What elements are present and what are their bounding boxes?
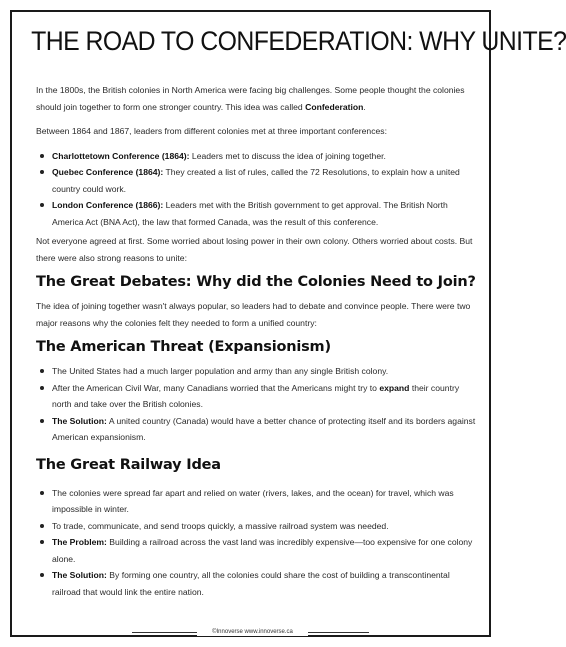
list-item	[36, 197, 476, 230]
footer-credit: ©Innoverse www.innoverse.ca	[197, 628, 308, 636]
conferences-list	[36, 148, 476, 231]
conference-text: Leaders met with the British government to get approval. The British North America Act (BNA Act), the law that formed Canada, was the result of this conference.	[52, 200, 448, 227]
conference-text: They created a list of rules, called the 72 Resolutions, to explain how a united country could work.	[52, 167, 460, 194]
disagreement-paragraph: Not everyone agreed at first. Some worried about losing power in their own colony. Others worried about costs. But there were also strong reasons to unite:	[36, 236, 473, 263]
bullet-text: The United States had a much larger population and army than any single British colony.	[52, 366, 389, 376]
page-title: THE ROAD TO CONFEDERATION: WHY UNITE?	[31, 26, 566, 56]
list-item	[36, 518, 476, 535]
conference-text: Leaders met to discuss the idea of joining together.	[189, 150, 386, 161]
intro-end: .	[363, 101, 366, 112]
content-body	[36, 82, 476, 603]
list-item	[36, 164, 476, 197]
intro-text: In the 1800s, the British colonies in North America were facing big challenges. Some people thought the colonies should join together to form one stronger country. This idea was called	[36, 85, 465, 112]
bullet-bold: expand	[379, 382, 410, 393]
intro-bold-term: Confederation	[305, 101, 364, 112]
list-item	[36, 567, 476, 600]
conferences-intro: Between 1864 and 1867, leaders from different colonies met at three important conferences:	[36, 126, 387, 136]
bullet-text: By forming one country, all the colonies could share the cost of building a transcontinental railroad that would link the entire nation.	[52, 570, 450, 597]
list-item	[36, 534, 476, 567]
bullet-text: their country north and take over the British colonies.	[52, 382, 460, 409]
railway-heading: The Great Railway Idea	[36, 456, 221, 473]
intro-paragraph	[36, 82, 476, 115]
list-item	[36, 380, 476, 413]
conference-name: London Conference (1866):	[52, 200, 164, 210]
worksheet-page	[10, 10, 566, 637]
conference-name: Quebec Conference (1864):	[52, 167, 164, 177]
bullet-bold: The Solution:	[52, 415, 107, 426]
railway-list	[36, 485, 476, 601]
bullet-text: A united country (Canada) would have a better chance of protecting itself and its borders against American expansionism.	[52, 415, 476, 442]
bullet-text: To trade, communicate, and send troops quickly, a massive railroad system was needed.	[52, 520, 389, 531]
bullet-text: The colonies were spread far apart and relied on water (rivers, lakes, and the ocean) for travel, which was impossible in winter.	[52, 487, 454, 514]
list-item	[36, 148, 476, 165]
bullet-text: After the American Civil War, many Canadians worried that the Americans might try to	[52, 382, 380, 393]
bullet-bold: The Solution:	[52, 570, 107, 580]
debates-heading: The Great Debates: Why did the Colonies Need to Join?	[36, 274, 476, 290]
list-item	[36, 485, 476, 518]
american-threat-heading: The American Threat (Expansionism)	[36, 339, 331, 355]
debates-paragraph: The idea of joining together wasn't always popular, so leaders had to debate and convince people. There were two major reasons why the colonies felt they needed to form a unified country:	[36, 301, 471, 328]
conference-name: Charlottetown Conference (1864):	[52, 150, 190, 161]
bullet-text: Building a railroad across the vast land was incredibly expensive—too expensive for one colony alone.	[52, 537, 473, 564]
list-item	[36, 413, 476, 446]
list-item	[36, 363, 476, 380]
bullet-bold: The Problem:	[52, 537, 107, 547]
american-threat-list	[36, 363, 476, 446]
